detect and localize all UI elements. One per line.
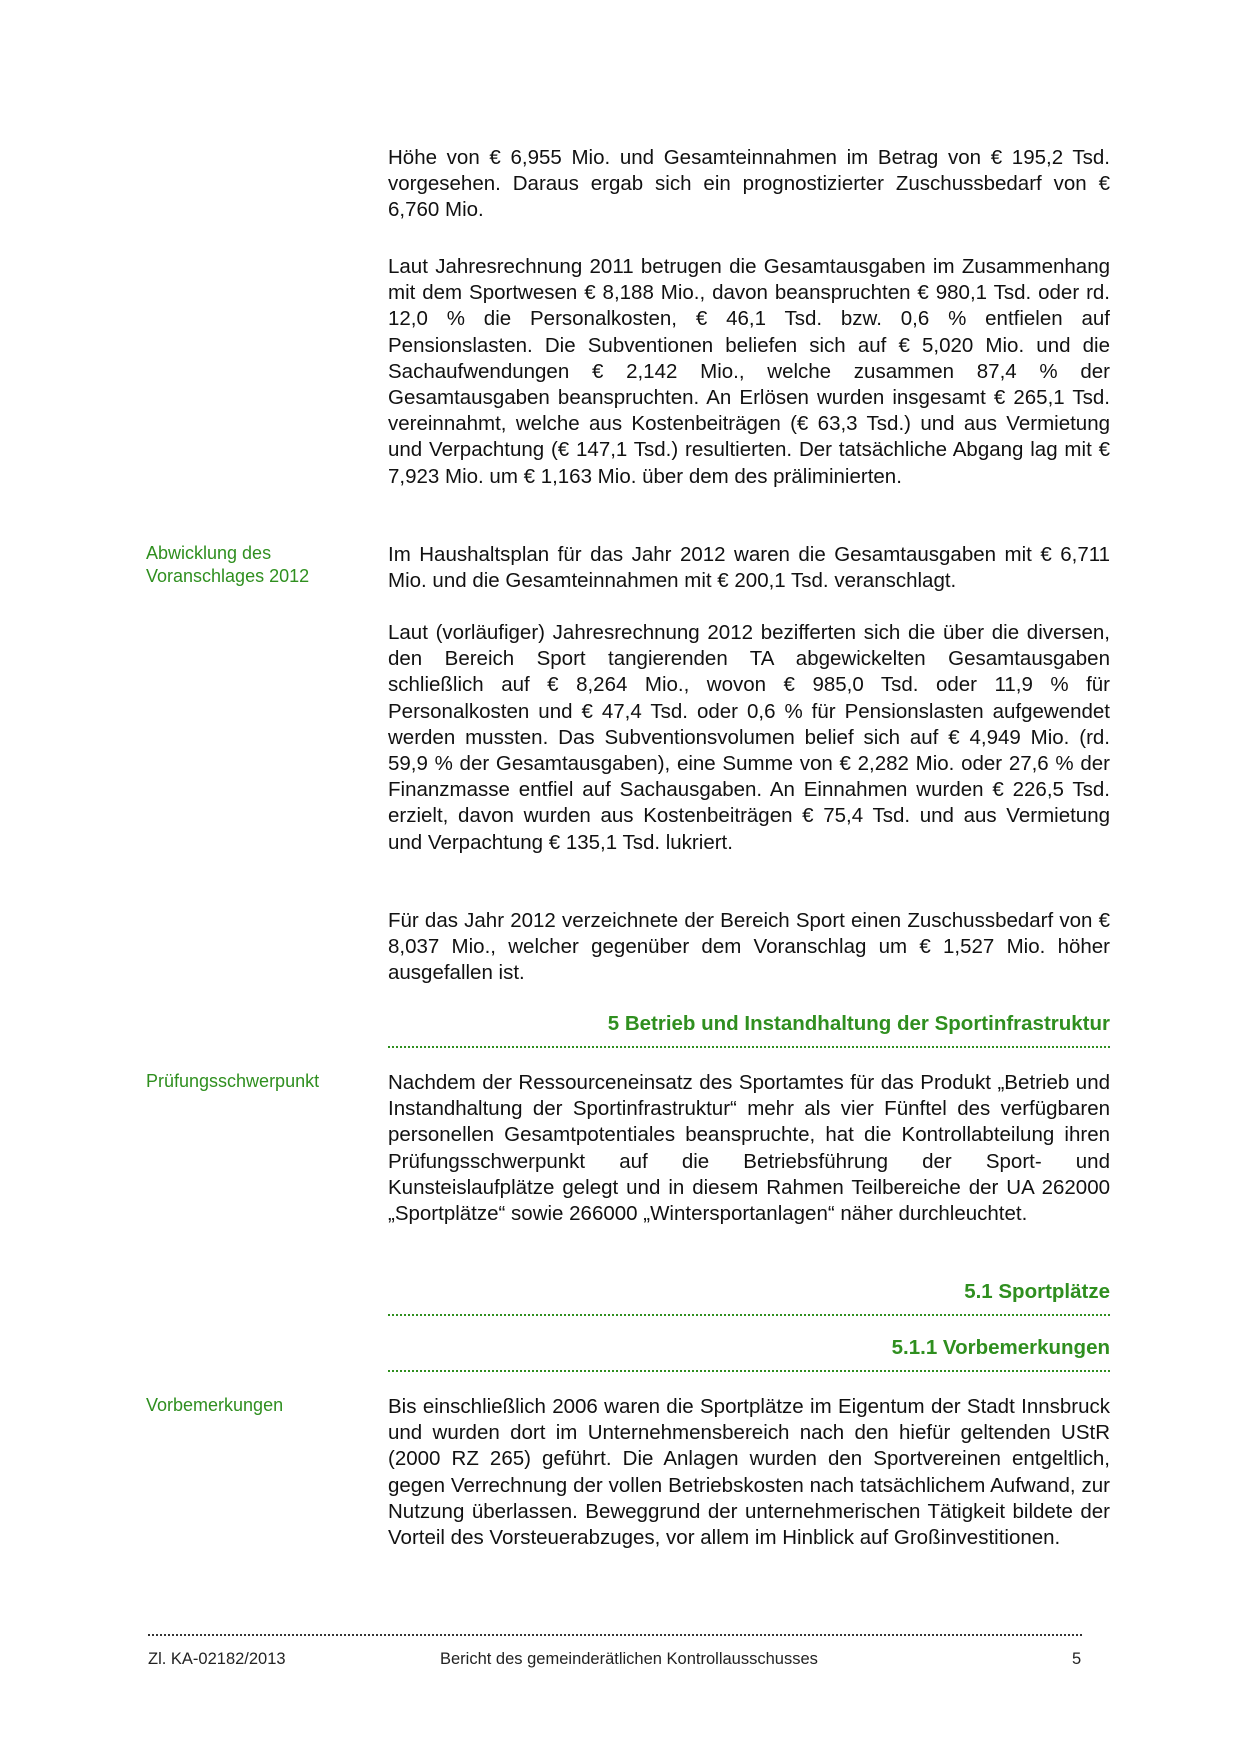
footer-divider	[148, 1634, 1082, 1636]
margin-note-abwicklung	[146, 542, 366, 588]
margin-note-pruefungsschwerpunkt: Prüfungsschwerpunkt	[146, 1071, 320, 1091]
section-heading-5: 5 Betrieb und Instandhaltung der Sportinfrastruktur	[388, 1012, 1110, 1048]
paragraph-4: Laut (vorläufiger) Jahresrechnung 2012 bezifferten sich die über die diversen, den Bereich Sport tangierenden TA abgewickelten Gesamtausgaben schließlich auf € 8,264 Mio., wovon € 985,0 Tsd. oder 11,9 % für Personalkosten und € 47,4 Tsd. oder 0,6 % für Pensionslasten aufgewendet werden mussten. Das Subventionsvolumen belief sich auf € 4,949 Mio. (rd. 59,9 % der Gesamtausgaben), eine Summe von € 2,282 Mio. oder 27,6 % der Finanzmasse entfiel auf Sachausgaben. An Einnahmen wurden € 226,5 Tsd. erzielt, davon wurden aus Kostenbeiträgen € 75,4 Tsd. und aus Vermietung und Verpachtung € 135,1 Tsd. lukriert.	[388, 621, 1110, 854]
footer-reference: Zl. KA-02182/2013	[148, 1650, 286, 1668]
paragraph-2: Laut Jahresrechnung 2011 betrugen die Gesamtausgaben im Zusammenhang mit dem Sportwesen € 8,188 Mio., davon beanspruchten € 980,1 Tsd. oder rd. 12,0 % die Personalkosten, € 46,1 Tsd. bzw. 0,6 % entfielen auf Pensionslasten. Die Subventionen beliefen sich auf € 5,020 Mio. und die Sachaufwendungen € 2,142 Mio., welche zusammen 87,4 % der Gesamtausgaben beanspruchten. An Erlösen wurden insgesamt € 265,1 Tsd. vereinnahmt, welche aus Kostenbeiträgen (€ 63,3 Tsd.) und aus Vermietung und Verpachtung (€ 147,1 Tsd.) resultierten. Der tatsächliche Abgang lag mit € 7,923 Mio. um € 1,163 Mio. über dem des präliminierten.	[388, 255, 1110, 488]
paragraph-1: Höhe von € 6,955 Mio. und Gesamteinnahmen im Betrag von € 195,2 Tsd. vorgesehen. Daraus ergab sich ein prognostizierter Zuschussbedarf von € 6,760 Mio.	[388, 146, 1110, 222]
paragraph-3: Im Haushaltsplan für das Jahr 2012 waren die Gesamtausgaben mit € 6,711 Mio. und die Gesamteinnahmen mit € 200,1 Tsd. veranschlagt.	[388, 543, 1110, 593]
paragraph-5: Für das Jahr 2012 verzeichnete der Bereich Sport einen Zuschussbedarf von € 8,037 Mio., welcher gegenüber dem Voranschlag um € 1,527 Mio. höher ausgefallen ist.	[388, 909, 1110, 985]
section-heading-5-1-1: 5.1.1 Vorbemerkungen	[388, 1336, 1110, 1372]
margin-note-abwicklung-line2: Voranschlages 2012	[146, 566, 310, 586]
margin-note-vorbemerkungen: Vorbemerkungen	[146, 1395, 284, 1415]
margin-note-abwicklung-line1: Abwicklung des	[146, 543, 272, 563]
section-heading-5-1: 5.1 Sportplätze	[388, 1280, 1110, 1316]
footer-title: Bericht des gemeinderätlichen Kontrollausschusses	[440, 1650, 818, 1668]
paragraph-7: Bis einschließlich 2006 waren die Sportplätze im Eigentum der Stadt Innsbruck und wurden dort im Unternehmensbereich nach den hiefür geltenden UStR (2000 RZ 265) geführt. Die Anlagen wurden den Sportvereinen entgeltlich, gegen Verrechnung der vollen Betriebskosten nach tatsächlichem Aufwand, zur Nutzung überlassen. Beweggrund der unternehmerischen Tätigkeit bildete der Vorteil des Vorsteuerabzuges, vor allem im Hinblick auf Großinvestitionen.	[388, 1395, 1110, 1550]
footer-page-number: 5	[1072, 1650, 1082, 1668]
paragraph-6: Nachdem der Ressourceneinsatz des Sportamtes für das Produkt „Betrieb und Instandhaltung der Sportinfrastruktur“ mehr als vier Fünftel des verfügbaren personellen Gesamtpotentiales beanspruchte, hat die Kontrollabteilung ihren Prüfungsschwerpunkt auf die Betriebsführung der Sport- und Kunsteislaufplätze gelegt und in diesem Rahmen Teilbereiche der UA 262000 „Sportplätze“ sowie 266000 „Wintersportanlagen“ näher durchleuchtet.	[388, 1071, 1110, 1226]
